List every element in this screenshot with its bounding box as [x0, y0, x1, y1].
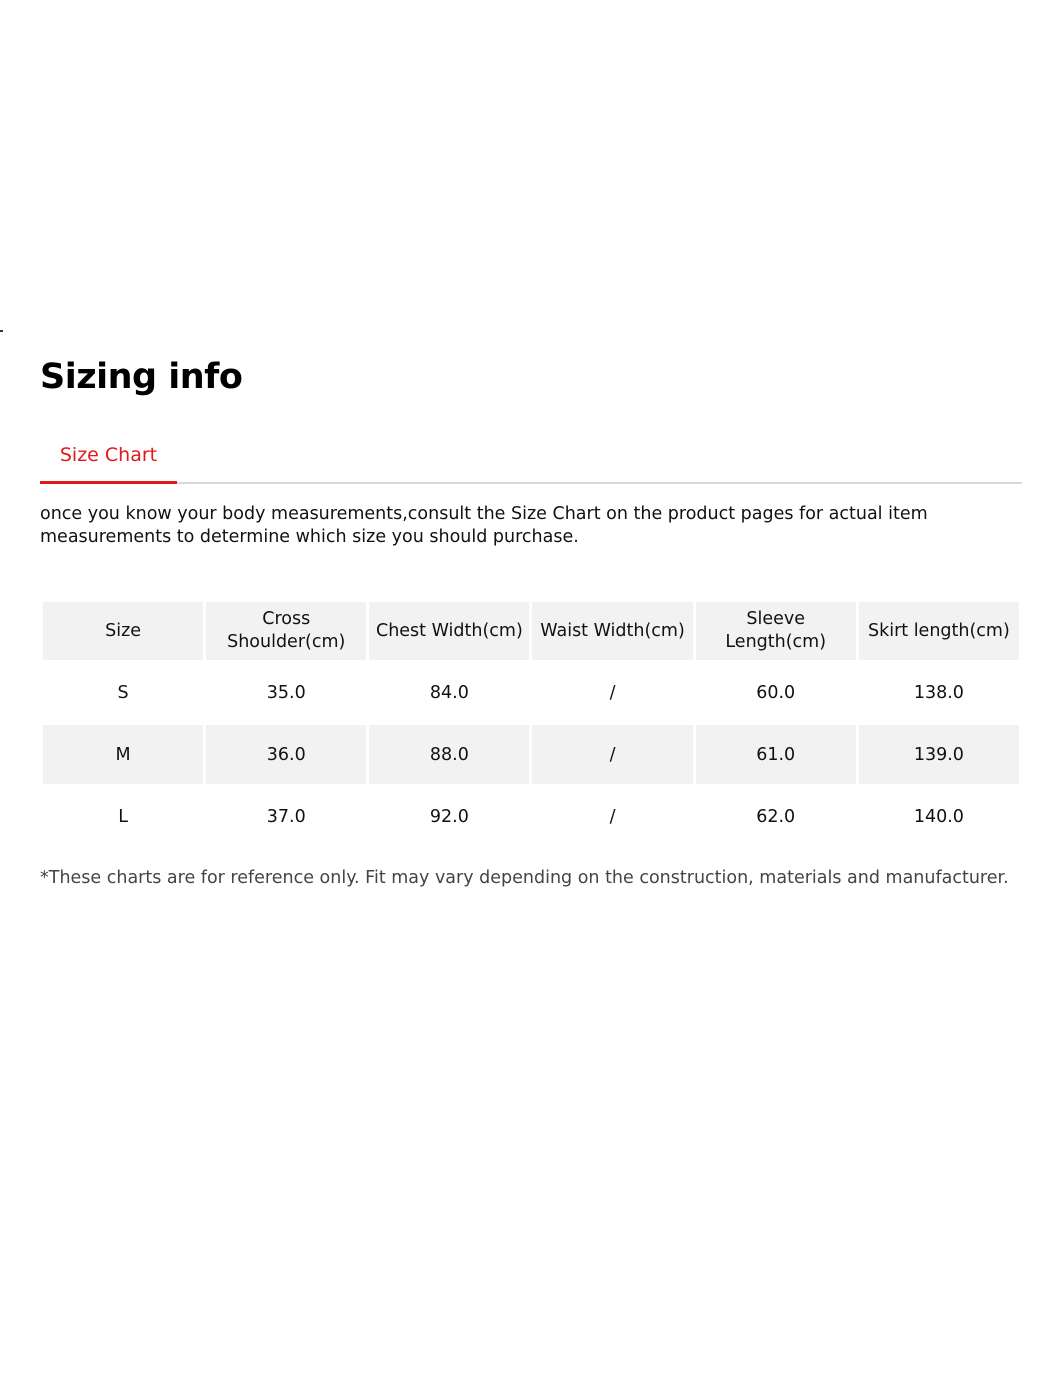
- table-cell: 84.0: [429, 682, 469, 703]
- header-waist-width: Waist Width(cm): [532, 602, 692, 660]
- page-title: Sizing info: [40, 357, 243, 397]
- table-cell: 60.0: [756, 682, 796, 703]
- table-cell: L: [118, 806, 128, 827]
- disclaimer-footnote: *These charts are for reference only. Fit may vary depending on the construction, materials and manufacturer.: [40, 868, 1009, 888]
- intro-text: once you know your body measurements,consult the Size Chart on the product pages for actual item measurements to determine which size you should purchase.: [40, 504, 928, 547]
- size-table: [40, 599, 1022, 849]
- tab-divider: [40, 482, 1022, 484]
- table-cell: 138.0: [913, 682, 964, 703]
- table-cell: /: [609, 682, 616, 703]
- tab-bar: [40, 432, 1022, 484]
- header-size: Size: [43, 602, 203, 660]
- header-cross-shoulder: Cross Shoulder(cm): [206, 602, 366, 660]
- tab-active-indicator: [40, 481, 177, 484]
- table-cell: /: [609, 806, 616, 827]
- table-row: [43, 663, 1019, 722]
- table-cell: 61.0: [696, 725, 856, 784]
- table-cell: 92.0: [429, 806, 469, 827]
- table-cell: 37.0: [266, 806, 306, 827]
- table-row: [43, 725, 1019, 784]
- table-cell: S: [117, 682, 129, 703]
- header-skirt-length: Skirt length(cm): [859, 602, 1019, 660]
- table-header-row: [43, 602, 1019, 660]
- table-cell: 139.0: [859, 725, 1019, 784]
- table-cell: 140.0: [913, 806, 964, 827]
- table-cell: 88.0: [369, 725, 529, 784]
- tab-size-chart[interactable]: [40, 432, 177, 484]
- table-row: [43, 787, 1019, 846]
- table-cell: /: [532, 725, 692, 784]
- edge-mark: [0, 330, 3, 332]
- table-cell: 36.0: [206, 725, 366, 784]
- table-cell: 35.0: [266, 682, 306, 703]
- tab-size-chart-label: Size Chart: [59, 444, 158, 466]
- header-sleeve-length: Sleeve Length(cm): [696, 602, 856, 660]
- table-cell: 62.0: [756, 806, 796, 827]
- table-cell: M: [43, 725, 203, 784]
- header-chest-width: Chest Width(cm): [369, 602, 529, 660]
